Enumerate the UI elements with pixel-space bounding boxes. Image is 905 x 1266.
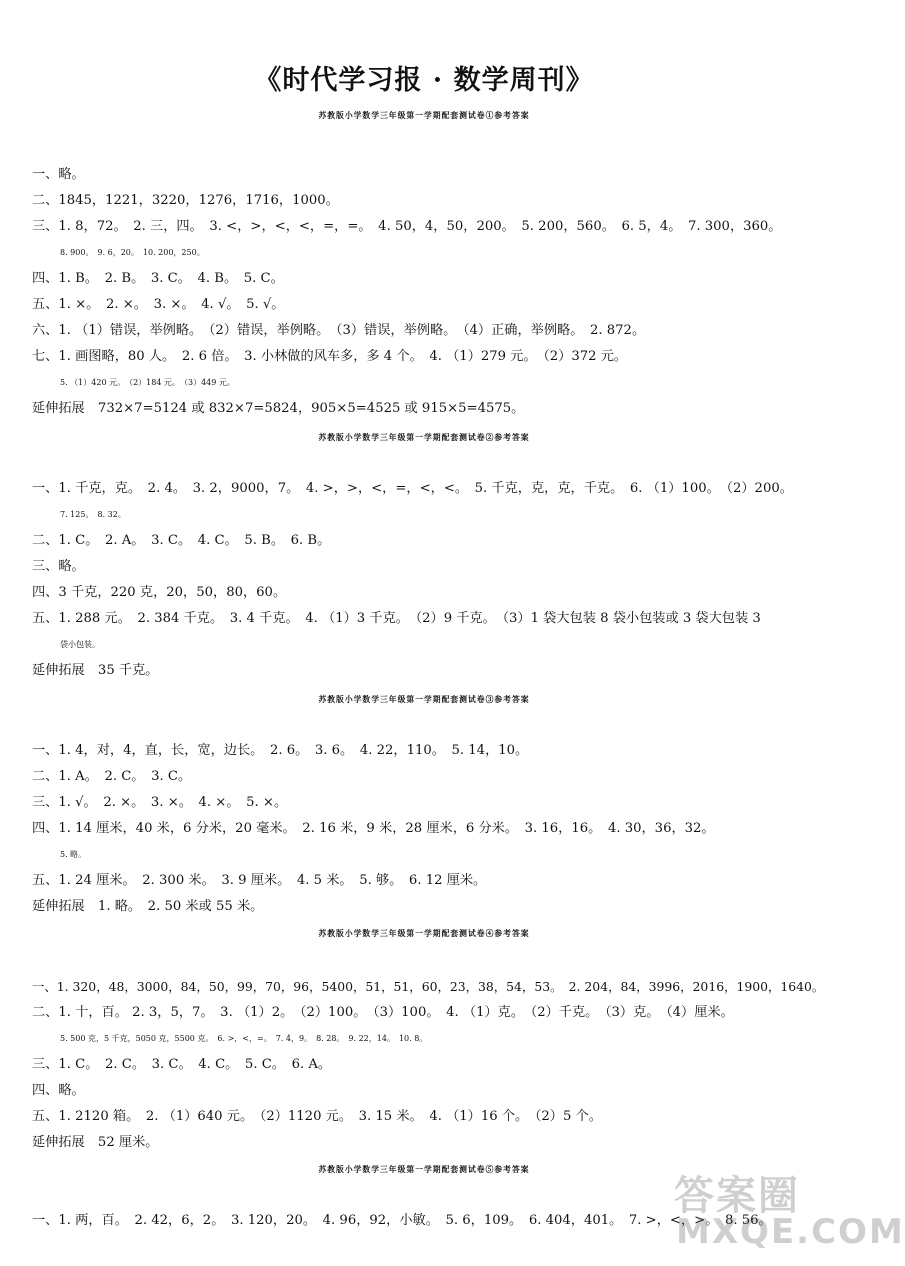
section-4-line: 三、1. C。 2. C。 3. C。 4. C。 5. C。 6. A。 bbox=[32, 1057, 332, 1072]
section-4-line: 二、1. 十，百。 2. 3，5，7。 3. （1）2。 （2）100。 （3）100。 4. （1）克。 （2）千克。 （3）克。 （4）厘米。 bbox=[32, 1005, 734, 1020]
section-4-line: 一、1. 320，48，3000，84，50，99，70，96，5400，51，51，60，23，38，54，53。 2. 204，84，3996，2016，1900，1640。 bbox=[32, 979, 825, 994]
section-3-extension: 延伸拓展 1. 略。 2. 50 米或 55 米。 bbox=[32, 899, 264, 914]
section-3-line: 五、1. 24 厘米。 2. 300 米。 3. 9 厘米。 4. 5 米。 5. 够。 6. 12 厘米。 bbox=[32, 873, 487, 888]
section-4-title: 苏教版小学数学三年级第一学期配套测试卷④参考答案 bbox=[318, 929, 530, 938]
section-2-extension: 延伸拓展 35 千克。 bbox=[32, 663, 159, 678]
section-1-line: 四、1. B。 2. B。 3. C。 4. B。 5. C。 bbox=[32, 271, 284, 286]
section-1-title: 苏教版小学数学三年级第一学期配套测试卷①参考答案 bbox=[318, 111, 530, 120]
section-3-line: 一、1. 4，对，4，直，长，宽，边长。 2. 6。 3. 6。 4. 22，110。 5. 14，10。 bbox=[32, 743, 529, 758]
section-4-extension: 延伸拓展 52 厘米。 bbox=[32, 1135, 159, 1150]
section-2-line: 五、1. 288 元。 2. 384 千克。 3. 4 千克。 4. （1）3 千克。 （2）9 千克。 （3）1 袋大包装 8 袋小包装或 3 袋大包装 3 bbox=[32, 611, 761, 626]
section-2-line: 袋小包装。 bbox=[60, 640, 100, 649]
section-1-line: 七、1. 画图略，80 人。 2. 6 倍。 3. 小林做的风车多，多 4 个。 4. （1）279 元。 （2）372 元。 bbox=[32, 349, 628, 364]
section-3-title: 苏教版小学数学三年级第一学期配套测试卷③参考答案 bbox=[318, 695, 530, 704]
section-1-line: 二、1845，1221，3220，1276，1716，1000。 bbox=[32, 193, 339, 208]
section-4-line: 5. 500 克，5 千克，5050 克，5500 克。 6. >，<，=。 7. 4，9。 8. 28。 9. 22，14。 10. 8。 bbox=[60, 1034, 428, 1043]
section-4-line: 四、略。 bbox=[32, 1083, 85, 1098]
section-3-line: 5. 略。 bbox=[60, 850, 87, 859]
section-2-line: 三、略。 bbox=[32, 559, 85, 574]
page-title: 《时代学习报 · 数学周刊》 bbox=[254, 65, 594, 96]
section-2-line: 7. 125。 8. 32。 bbox=[60, 510, 126, 519]
section-2-line: 二、1. C。 2. A。 3. C。 4. C。 5. B。 6. B。 bbox=[32, 533, 331, 548]
watermark-bottom-text: MXQE.COM bbox=[676, 1212, 905, 1252]
watermark-top-text: 答案圈 bbox=[674, 1173, 800, 1219]
section-1-line: 5. （1）420 元。 （2）184 元。 （3）449 元。 bbox=[60, 378, 235, 387]
section-1-line: 五、1. ×。 2. ×。 3. ×。 4. √。 5. √。 bbox=[32, 297, 285, 312]
section-1-line: 三、1. 8，72。 2. 三，四。 3. <，>，<，<，=，=。 4. 50，4，50，200。 5. 200，560。 6. 5，4。 7. 300，360。 bbox=[32, 219, 782, 234]
section-5-line: 一、1. 两，百。 2. 42，6，2。 3. 120，20。 4. 96，92，小敏。 5. 6，109。 6. 404，401。 7. >，<，>。 8. 56。 bbox=[32, 1213, 772, 1228]
section-2-line: 四、3 千克，220 克，20，50，80，60。 bbox=[32, 585, 287, 600]
section-1-line: 8. 900。 9. 6，20。 10. 200，250。 bbox=[60, 248, 205, 257]
section-1-line: 一、略。 bbox=[32, 167, 85, 182]
section-3-line: 二、1. A。 2. C。 3. C。 bbox=[32, 769, 192, 784]
section-1-extension: 延伸拓展 732×7=5124 或 832×7=5824，905×5=4525 或 915×5=4575。 bbox=[32, 401, 525, 416]
section-3-line: 三、1. √。 2. ×。 3. ×。 4. ×。 5. ×。 bbox=[32, 795, 288, 810]
section-1-line: 六、1. （1）错误，举例略。 （2）错误，举例略。 （3）错误，举例略。 （4）正确，举例略。 2. 872。 bbox=[32, 323, 646, 338]
section-5-title: 苏教版小学数学三年级第一学期配套测试卷⑤参考答案 bbox=[318, 1165, 530, 1174]
section-2-line: 一、1. 千克，克。 2. 4。 3. 2，9000，7。 4. >，>，<，=，<，<。 5. 千克，克，克，千克。 6. （1）100。 （2）200。 bbox=[32, 481, 793, 496]
section-2-title: 苏教版小学数学三年级第一学期配套测试卷②参考答案 bbox=[318, 433, 530, 442]
section-4-line: 五、1. 2120 箱。 2. （1）640 元。 （2）1120 元。 3. 15 米。 4. （1）16 个。 （2）5 个。 bbox=[32, 1109, 602, 1124]
section-3-line: 四、1. 14 厘米，40 米，6 分米，20 毫米。 2. 16 米，9 米，28 厘米，6 分米。 3. 16，16。 4. 30，36，32。 bbox=[32, 821, 715, 836]
